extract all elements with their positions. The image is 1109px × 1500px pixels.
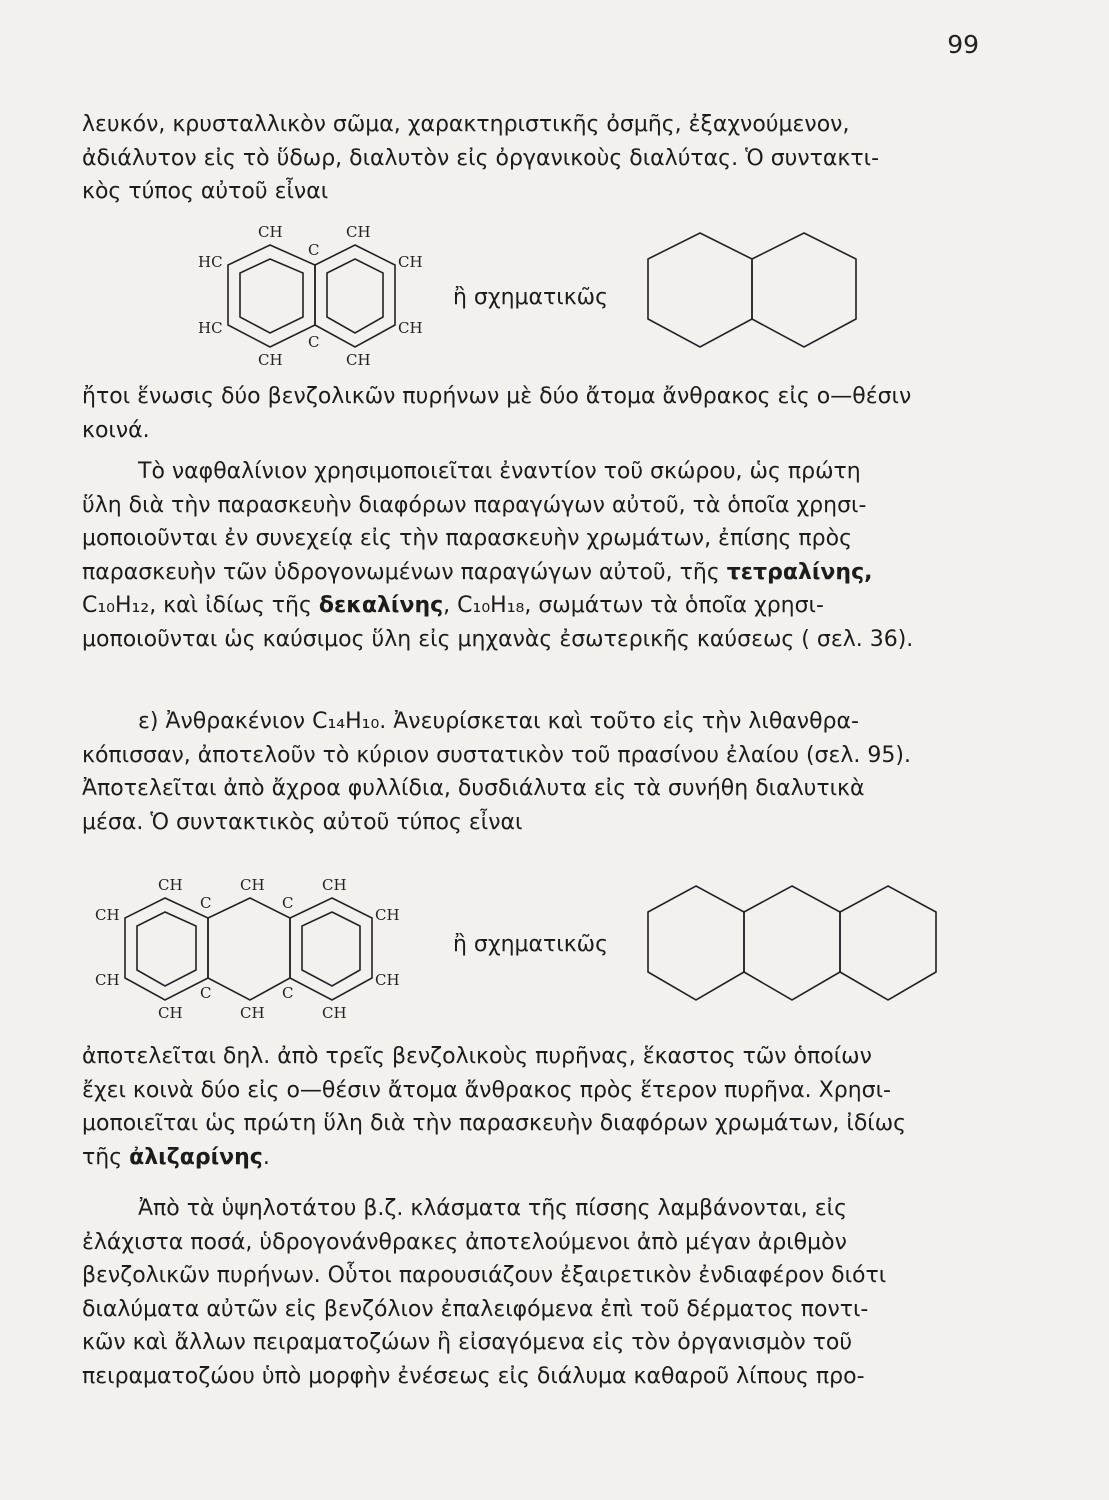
atom-label: C [282, 894, 294, 912]
atom-label: CH [322, 1004, 347, 1022]
text-line: ἤτοι ἕνωσις δύο βενζολικῶν πυρήνων μὲ δύο ἄτομα ἄνθρακος εἰς ο—θέσιν [82, 384, 912, 409]
atom-label: C [308, 241, 320, 259]
atom-label: CH [95, 906, 120, 924]
text-segment: παρασκευὴν τῶν ὑδρογονωμένων παραγώγων αὐτοῦ, τῆς [82, 559, 727, 585]
atom-label: CH [258, 223, 283, 241]
text-segment: . Ἀνευρίσκεται καὶ τοῦτο εἰς τὴν λιθανθρα- [379, 709, 859, 734]
naphthalene-uses-paragraph [82, 455, 972, 656]
text-line: ἐλάχιστα ποσά, ὑδρογονάνθρακες ἀποτελούμενοι ἀπὸ μέγαν ἀριθμὸν [82, 1229, 847, 1255]
anthracene-paragraph [82, 705, 972, 839]
naphthalene-skeletal-formula [640, 225, 880, 375]
text-line [82, 705, 972, 739]
bold-term-decalin: δεκαλίνης [318, 593, 444, 618]
naphthalene-structural-formula [190, 215, 460, 375]
section-label: ε) Ἀνθρακένιον [138, 709, 306, 734]
atom-label: CH [240, 1004, 265, 1022]
text-line: ἀδιάλυτον εἰς τὸ ὕδωρ, διαλυτὸν εἰς ὀργανικοὺς διαλύτας. Ὁ συντακτι- [82, 145, 880, 171]
bold-term-alizarin: ἀλιζαρίνης [129, 1144, 263, 1170]
atom-label: CH [95, 971, 120, 989]
atom-label: CH [346, 351, 371, 369]
text-segment: τῆς [82, 1144, 130, 1170]
atom-label: CH [375, 971, 400, 989]
text-line: μοποιεῖται ὡς πρώτη ὕλη διὰ τὴν παρασκευὴν διαφόρων χρωμάτων, ἰδίως [82, 1111, 907, 1136]
atom-label: CH [346, 223, 371, 241]
atom-label: CH [398, 319, 423, 337]
text-line: ἀποτελεῖται δηλ. ἀπὸ τρεῖς βενζολικοὺς πυρῆνας, ἕκαστος τῶν ὁποίων [82, 1044, 872, 1069]
text-segment: , σωμάτων τὰ ὁποῖα χρησι- [524, 593, 824, 618]
text-line: κοινά. [82, 417, 150, 443]
page-number: 99 [947, 30, 979, 59]
chemical-formula: C₁₀H₁₈ [457, 593, 525, 618]
atom-label: C [200, 984, 212, 1002]
formula-caption: ἢ σχηματικῶς [453, 285, 609, 310]
anthracene-uses-paragraph [82, 1040, 972, 1174]
atom-label: CH [258, 351, 283, 369]
bold-term-tetralin: τετραλίνης, [726, 559, 873, 585]
atom-label: CH [158, 876, 183, 894]
text-line [82, 1141, 972, 1175]
chemical-formula: C₁₀H₁₂ [82, 593, 150, 618]
text-segment: , καὶ ἰδίως τῆς [149, 593, 319, 618]
text-line: μοποιοῦνται ὡς καύσιμος ὕλη εἰς μηχανὰς ἐσωτερικῆς καύσεως ( σελ. 36). [82, 626, 914, 652]
text-line [82, 556, 972, 590]
text-line: λευκόν, κρυσταλλικὸν σῶμα, χαρακτηριστικῆς ὀσμῆς, ἐξαχνούμενον, [82, 112, 850, 137]
naphthalene-ring-left-inner [240, 259, 303, 333]
text-line: διαλύματα αὐτῶν εἰς βενζόλιον ἐπαλειφόμενα ἐπὶ τοῦ δέρματος ποντι- [82, 1296, 869, 1322]
text-line: βενζολικῶν πυρήνων. Οὗτοι παρουσιάζουν ἐξαιρετικὸν ἐνδιαφέρον διότι [82, 1263, 887, 1288]
hydrocarbons-paragraph [82, 1192, 972, 1393]
text-line: κῶν καὶ ἄλλων πειραματοζώων ἢ εἰσαγόμενα εἰς τὸν ὀργανισμὸν τοῦ [82, 1330, 853, 1355]
atom-label: CH [322, 876, 347, 894]
atom-label: CH [375, 906, 400, 924]
text-line: κόπισσαν, ἀποτελοῦν τὸ κύριον συστατικὸν τοῦ πρασίνου ἐλαίου (σελ. 95). [82, 742, 911, 768]
atom-label: HC [198, 253, 223, 271]
anthracene-skeletal-formula [640, 878, 960, 1028]
text-line: κὸς τύπος αὐτοῦ εἶναι [82, 179, 329, 204]
atom-label: CH [158, 1004, 183, 1022]
atom-label: C [308, 333, 320, 351]
text-line: C₁₀H₁₂, καὶ ἰδίως τῆς δεκαλίνης, C₁₀H₁₈, σωμάτων τὰ ὁποῖα χρησι- [82, 593, 824, 618]
text-line: μοποιοῦνται ἐν συνεχείᾳ εἰς τὴν παρασκευὴν χρωμάτων, ἐπίσης πρὸς [82, 526, 853, 551]
text-line: Τὸ ναφθαλίνιον χρησιμοποιεῖται ἐναντίον τοῦ σκώρου, ὡς πρώτη [138, 459, 861, 484]
text-segment: . [262, 1144, 270, 1170]
text-line: πειραματοζώου ὑπὸ μορφὴν ἐνέσεως εἰς διάλυμα καθαροῦ λίπους προ- [82, 1363, 865, 1389]
atom-label: C [282, 984, 294, 1002]
text-line: μέσα. Ὁ συντακτικὸς αὐτοῦ τύπος εἶναι [82, 809, 523, 835]
intro-paragraph [82, 108, 972, 209]
text-line: ὕλη διὰ τὴν παρασκευὴν διαφόρων παραγώγων αὐτοῦ, τὰ ὁποῖα χρησι- [82, 492, 867, 518]
formula-caption: ἢ σχηματικῶς [453, 932, 609, 957]
text-line: Ἀπὸ τὰ ὑψηλοτάτου β.ζ. κλάσματα τῆς πίσσης λαμβάνονται, εἰς [138, 1196, 848, 1221]
anthracene-structural-formula [90, 870, 430, 1025]
text-line: ἔχει κοινὰ δύο εἰς ο—θέσιν ἄτομα ἄνθρακος πρὸς ἕτερον πυρῆνα. Χρησι- [82, 1077, 891, 1103]
chemical-formula: C₁₄H₁₀ [312, 709, 380, 734]
text-line: Ἀποτελεῖται ἀπὸ ἄχροα φυλλίδια, δυσδιάλυτα εἰς τὰ συνήθη διαλυτικὰ [82, 776, 865, 801]
atom-label: HC [198, 319, 223, 337]
atom-label: CH [240, 876, 265, 894]
atom-label: CH [398, 253, 423, 271]
atom-label: C [200, 894, 212, 912]
naphthalene-description [82, 380, 972, 447]
naphthalene-ring-right-inner [327, 259, 383, 333]
